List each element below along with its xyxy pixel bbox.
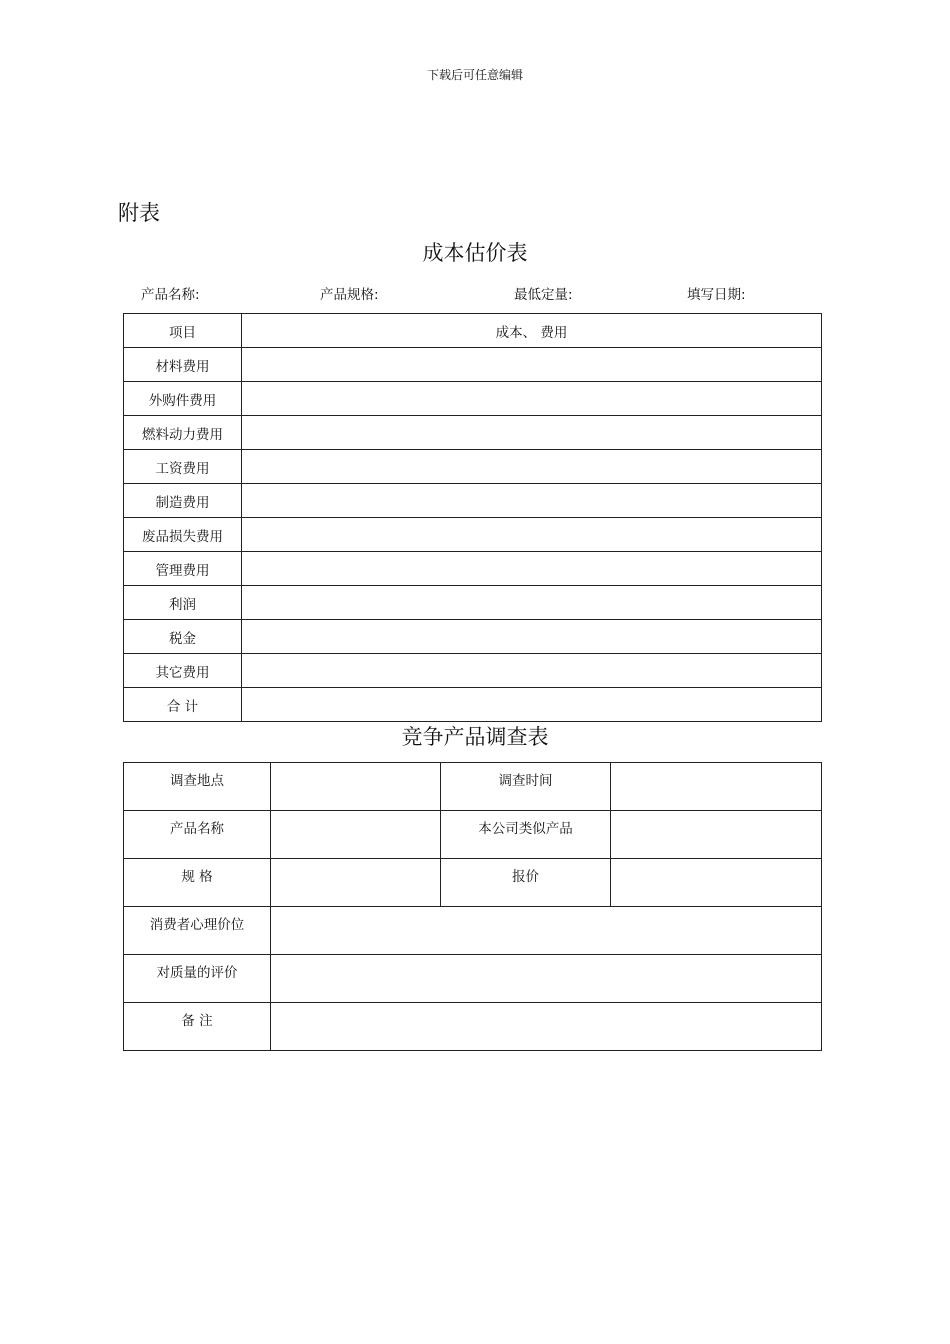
value-cell[interactable] [242,416,822,450]
cost-table-title: 成本估价表 [422,241,528,265]
value-cell[interactable] [242,620,822,654]
table-row [124,688,822,722]
table-row [124,654,822,688]
label-time: 调查时间 [441,763,611,811]
row-label: 税金 [124,620,242,654]
value-cell[interactable] [242,382,822,416]
value-cell[interactable] [271,907,822,955]
row-label: 外购件费用 [124,382,242,416]
row-label: 工资费用 [124,450,242,484]
label-product-name: 产品名称 [124,811,271,859]
table-row [124,811,822,859]
row-label: 废品损失费用 [124,518,242,552]
value-cell[interactable] [611,859,822,907]
table-row [124,763,822,811]
label-quality-eval: 对质量的评价 [124,955,271,1003]
header-cost: 成本、 费用 [242,314,822,348]
table-row [124,552,822,586]
label-remarks: 备 注 [124,1003,271,1051]
table-row [124,518,822,552]
table-row [124,586,822,620]
appendix-label: 附表 [118,201,160,225]
table-row [124,907,822,955]
competitor-survey-table [123,762,822,1051]
value-cell[interactable] [242,348,822,382]
table-row [124,1003,822,1051]
value-cell[interactable] [242,484,822,518]
value-cell[interactable] [271,859,441,907]
row-label: 燃料动力费用 [124,416,242,450]
value-cell[interactable] [271,763,441,811]
value-cell[interactable] [242,552,822,586]
label-quote: 报价 [441,859,611,907]
survey-table-title: 竞争产品调查表 [401,725,549,749]
row-label: 合 计 [124,688,242,722]
table-row [124,382,822,416]
value-cell[interactable] [611,811,822,859]
value-cell[interactable] [271,1003,822,1051]
row-label: 管理费用 [124,552,242,586]
meta-min-quota: 最低定量: [514,287,573,303]
value-cell[interactable] [611,763,822,811]
label-similar-product: 本公司类似产品 [441,811,611,859]
meta-product-name: 产品名称: [141,287,200,303]
value-cell[interactable] [242,450,822,484]
table-header-row [124,314,822,348]
table-row [124,484,822,518]
table-row [124,348,822,382]
value-cell[interactable] [271,811,441,859]
label-spec: 规 格 [124,859,271,907]
row-label: 其它费用 [124,654,242,688]
table-row [124,450,822,484]
table-row [124,955,822,1003]
row-label: 材料费用 [124,348,242,382]
page-header-note: 下载后可任意编辑 [426,68,523,82]
meta-fill-date: 填写日期: [687,287,746,303]
table-row [124,859,822,907]
meta-product-spec: 产品规格: [320,287,379,303]
value-cell[interactable] [242,654,822,688]
row-label: 制造费用 [124,484,242,518]
value-cell[interactable] [271,955,822,1003]
value-cell[interactable] [242,688,822,722]
label-consumer-price: 消费者心理价位 [124,907,271,955]
header-item: 项目 [124,314,242,348]
value-cell[interactable] [242,518,822,552]
value-cell[interactable] [242,586,822,620]
row-label: 利润 [124,586,242,620]
table-row [124,416,822,450]
label-location: 调查地点 [124,763,271,811]
cost-estimate-table [123,313,822,722]
table-row [124,620,822,654]
